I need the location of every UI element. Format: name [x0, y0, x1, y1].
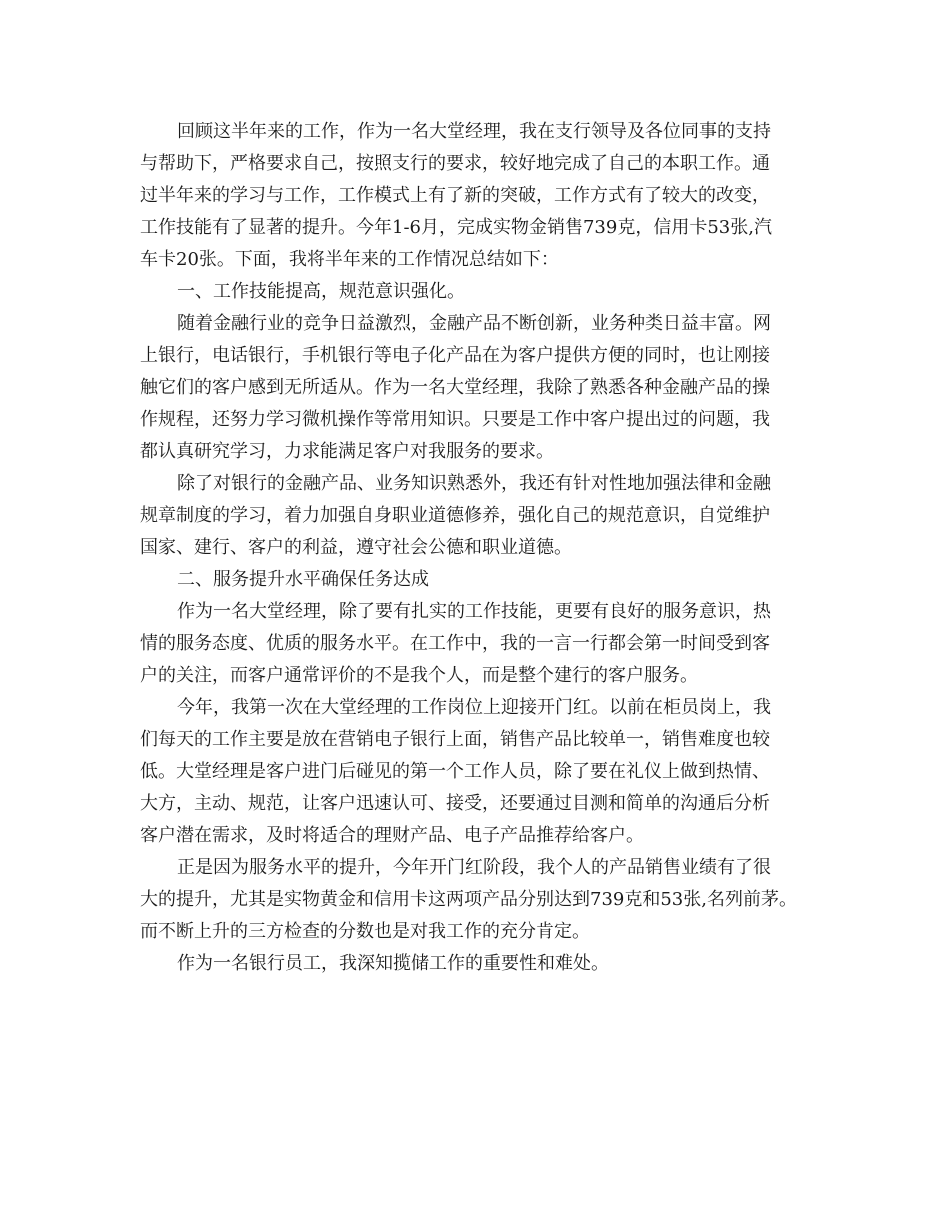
text-line: 触它们的客户感到无所适从。作为一名大堂经理，我除了熟悉各种金融产品的操	[140, 377, 770, 398]
text-line: 工作技能有了显著的提升。今年1-6月，完成实物金销售739克，信用卡53张,汽	[140, 217, 772, 238]
text-line: 大方，主动、规范，让客户迅速认可、接受，还要通过目测和简单的沟通后分析	[140, 793, 770, 814]
text-line: 低。大堂经理是客户进门后碰见的第一个工作人员，除了要在礼仪上做到热情、	[140, 761, 770, 782]
text-line: 都认真研究学习，力求能满足客户对我服务的要求。	[140, 441, 554, 462]
text-line: 情的服务态度、优质的服务水平。在工作中，我的一言一行都会第一时间受到客	[140, 633, 770, 654]
text-line: 作规程，还努力学习微机操作等常用知识。只要是工作中客户提出过的问题，我	[140, 409, 770, 430]
document-body	[140, 116, 810, 980]
text-line: 们每天的工作主要是放在营销电子银行上面，销售产品比较单一，销售难度也较	[140, 729, 770, 750]
text-line: 除了对银行的金融产品、业务知识熟悉外，我还有针对性地加强法律和金融	[177, 473, 771, 494]
text-line: 国家、建行、客户的利益，遵守社会公德和职业道德。	[140, 537, 572, 558]
text-line: 而不断上升的三方检查的分数也是对我工作的充分肯定。	[140, 921, 590, 942]
text-line: 与帮助下，严格要求自己，按照支行的要求，较好地完成了自己的本职工作。通	[140, 153, 770, 174]
text-line: 上银行，电话银行，手机银行等电子化产品在为客户提供方便的同时，也让刚接	[140, 345, 770, 366]
text-line: 今年，我第一次在大堂经理的工作岗位上迎接开门红。以前在柜员岗上，我	[177, 697, 771, 718]
text-line: 规章制度的学习，着力加强自身职业道德修养，强化自己的规范意识，自觉维护	[140, 505, 770, 526]
text-line: 车卡20张。下面，我将半年来的工作情况总结如下：	[140, 249, 559, 270]
text-line: 一、工作技能提高，规范意识强化。	[177, 281, 465, 302]
text-line: 回顾这半年来的工作，作为一名大堂经理，我在支行领导及各位同事的支持	[177, 121, 771, 142]
text-line: 二、服务提升水平确保任务达成	[177, 569, 429, 590]
text-line: 作为一名银行员工，我深知揽储工作的重要性和难处。	[177, 953, 609, 974]
text-line: 客户潜在需求，及时将适合的理财产品、电子产品推荐给客户。	[140, 825, 644, 846]
text-line: 作为一名大堂经理，除了要有扎实的工作技能，更要有良好的服务意识，热	[177, 601, 771, 622]
text-line: 大的提升，尤其是实物黄金和信用卡这两项产品分别达到739克和53张,名列前茅。	[140, 889, 797, 910]
text-line: 正是因为服务水平的提升，今年开门红阶段，我个人的产品销售业绩有了很	[177, 857, 771, 878]
text-line: 过半年来的学习与工作，工作模式上有了新的突破，工作方式有了较大的改变，	[140, 185, 770, 206]
text-line: 户的关注，而客户通常评价的不是我个人，而是整个建行的客户服务。	[140, 665, 698, 686]
text-line: 随着金融行业的竞争日益激烈，金融产品不断创新，业务种类日益丰富。网	[177, 313, 771, 334]
